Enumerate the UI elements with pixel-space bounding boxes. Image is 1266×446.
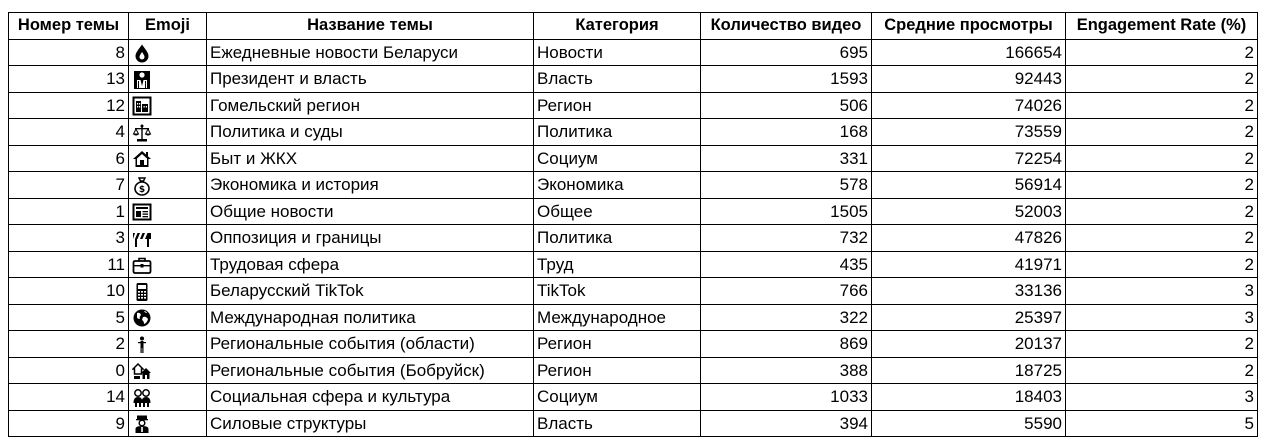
topics-table: [8, 12, 1258, 437]
topic-number-cell: 7: [9, 172, 129, 199]
engagement-rate-cell: 2: [1066, 172, 1258, 199]
emoji-cell: [129, 304, 207, 331]
header-topic-number: Номер темы: [9, 13, 129, 40]
table-row: [9, 278, 1258, 305]
globe-icon: [132, 308, 152, 328]
emoji-cell: [129, 251, 207, 278]
video-count-cell: 732: [701, 225, 872, 252]
svg-text:$: $: [138, 184, 146, 195]
category-cell: TikTok: [534, 278, 701, 305]
emoji-cell: [129, 331, 207, 358]
video-count-cell: 766: [701, 278, 872, 305]
avg-views-cell: 74026: [872, 92, 1066, 119]
category-cell: Международное: [534, 304, 701, 331]
people-icon: [132, 335, 152, 355]
topic-number-cell: 13: [9, 66, 129, 93]
emoji-cell: [129, 145, 207, 172]
header-row: [9, 13, 1258, 40]
person-suit-icon: [132, 70, 152, 90]
category-cell: Регион: [534, 92, 701, 119]
engagement-rate-cell: 2: [1066, 92, 1258, 119]
header-emoji: Emoji: [129, 13, 207, 40]
engagement-rate-cell: 2: [1066, 198, 1258, 225]
video-count-cell: 388: [701, 357, 872, 384]
header-topic-name: Название темы: [207, 13, 534, 40]
category-cell: Труд: [534, 251, 701, 278]
video-count-cell: 322: [701, 304, 872, 331]
city-icon: [132, 96, 152, 116]
emoji-cell: [129, 172, 207, 199]
category-cell: Власть: [534, 410, 701, 437]
topic-name-cell: Социальная сфера и культура: [207, 384, 534, 411]
table-row: [9, 172, 1258, 199]
topic-number-cell: 6: [9, 145, 129, 172]
topic-name-cell: Региональные события (области): [207, 331, 534, 358]
police-officer-icon: [132, 414, 152, 434]
emoji-cell: [129, 66, 207, 93]
engagement-rate-cell: 3: [1066, 278, 1258, 305]
table-row: [9, 384, 1258, 411]
topic-name-cell: Быт и ЖКХ: [207, 145, 534, 172]
topic-name-cell: Трудовая сфера: [207, 251, 534, 278]
droplet-icon: [132, 43, 152, 63]
category-cell: Политика: [534, 225, 701, 252]
houses-icon: [132, 361, 152, 381]
video-count-cell: 435: [701, 251, 872, 278]
header-video-count: Количество видео: [701, 13, 872, 40]
engagement-rate-cell: 2: [1066, 331, 1258, 358]
topic-name-cell: Региональные события (Бобруйск): [207, 357, 534, 384]
header-category: Категория: [534, 13, 701, 40]
video-count-cell: 331: [701, 145, 872, 172]
video-count-cell: 1593: [701, 66, 872, 93]
table-row: [9, 357, 1258, 384]
engagement-rate-cell: 2: [1066, 119, 1258, 146]
topic-name-cell: Международная политика: [207, 304, 534, 331]
table-row: [9, 225, 1258, 252]
category-cell: Политика: [534, 119, 701, 146]
barrier-icon: [132, 229, 152, 249]
topic-name-cell: Беларусский TikTok: [207, 278, 534, 305]
table-row: [9, 145, 1258, 172]
emoji-cell: [129, 119, 207, 146]
category-cell: Регион: [534, 357, 701, 384]
topic-name-cell: Общие новости: [207, 198, 534, 225]
table-row: [9, 331, 1258, 358]
topic-number-cell: 9: [9, 410, 129, 437]
topic-number-cell: 10: [9, 278, 129, 305]
emoji-cell: [129, 92, 207, 119]
avg-views-cell: 18725: [872, 357, 1066, 384]
category-cell: Социум: [534, 384, 701, 411]
topic-number-cell: 3: [9, 225, 129, 252]
table-row: [9, 251, 1258, 278]
topic-number-cell: 0: [9, 357, 129, 384]
engagement-rate-cell: 2: [1066, 251, 1258, 278]
avg-views-cell: 166654: [872, 39, 1066, 66]
scales-icon: [132, 123, 152, 143]
category-cell: Экономика: [534, 172, 701, 199]
briefcase-icon: [132, 255, 152, 275]
avg-views-cell: 41971: [872, 251, 1066, 278]
engagement-rate-cell: 2: [1066, 145, 1258, 172]
topic-name-cell: Экономика и история: [207, 172, 534, 199]
topic-name-cell: Силовые структуры: [207, 410, 534, 437]
avg-views-cell: 72254: [872, 145, 1066, 172]
emoji-cell: [129, 278, 207, 305]
emoji-cell: [129, 384, 207, 411]
avg-views-cell: 33136: [872, 278, 1066, 305]
category-cell: Власть: [534, 66, 701, 93]
topic-number-cell: 5: [9, 304, 129, 331]
emoji-cell: [129, 225, 207, 252]
video-count-cell: 506: [701, 92, 872, 119]
table-row: [9, 304, 1258, 331]
family-icon: [132, 388, 152, 408]
header-avg-views: Средние просмотры: [872, 13, 1066, 40]
engagement-rate-cell: 2: [1066, 225, 1258, 252]
engagement-rate-cell: 5: [1066, 410, 1258, 437]
table-row: [9, 410, 1258, 437]
video-count-cell: 168: [701, 119, 872, 146]
topic-number-cell: 8: [9, 39, 129, 66]
avg-views-cell: 73559: [872, 119, 1066, 146]
category-cell: Социум: [534, 145, 701, 172]
emoji-cell: [129, 39, 207, 66]
topic-name-cell: Президент и власть: [207, 66, 534, 93]
engagement-rate-cell: 2: [1066, 39, 1258, 66]
video-count-cell: 578: [701, 172, 872, 199]
avg-views-cell: 25397: [872, 304, 1066, 331]
video-count-cell: 1033: [701, 384, 872, 411]
topic-number-cell: 12: [9, 92, 129, 119]
emoji-cell: [129, 198, 207, 225]
avg-views-cell: 56914: [872, 172, 1066, 199]
engagement-rate-cell: 3: [1066, 384, 1258, 411]
avg-views-cell: 18403: [872, 384, 1066, 411]
avg-views-cell: 47826: [872, 225, 1066, 252]
header-engagement-rate: Engagement Rate (%): [1066, 13, 1258, 40]
engagement-rate-cell: 2: [1066, 357, 1258, 384]
topic-name-cell: Политика и суды: [207, 119, 534, 146]
topic-number-cell: 4: [9, 119, 129, 146]
table-row: [9, 66, 1258, 93]
money-bag-icon: [132, 176, 152, 196]
topic-number-cell: 11: [9, 251, 129, 278]
topic-name-cell: Оппозиция и границы: [207, 225, 534, 252]
table-row: [9, 92, 1258, 119]
topic-number-cell: 2: [9, 331, 129, 358]
newspaper-icon: [132, 202, 152, 222]
emoji-cell: [129, 357, 207, 384]
category-cell: Общее: [534, 198, 701, 225]
video-count-cell: 1505: [701, 198, 872, 225]
video-count-cell: 869: [701, 331, 872, 358]
avg-views-cell: 52003: [872, 198, 1066, 225]
table-row: [9, 198, 1258, 225]
category-cell: Новости: [534, 39, 701, 66]
category-cell: Регион: [534, 331, 701, 358]
phone-icon: [132, 282, 152, 302]
topic-number-cell: 1: [9, 198, 129, 225]
avg-views-cell: 5590: [872, 410, 1066, 437]
table-row: [9, 119, 1258, 146]
table-row: [9, 39, 1258, 66]
topic-name-cell: Ежедневные новости Беларуси: [207, 39, 534, 66]
video-count-cell: 394: [701, 410, 872, 437]
engagement-rate-cell: 3: [1066, 304, 1258, 331]
engagement-rate-cell: 2: [1066, 66, 1258, 93]
avg-views-cell: 20137: [872, 331, 1066, 358]
house-icon: [132, 149, 152, 169]
topic-number-cell: 14: [9, 384, 129, 411]
avg-views-cell: 92443: [872, 66, 1066, 93]
video-count-cell: 695: [701, 39, 872, 66]
topic-name-cell: Гомельский регион: [207, 92, 534, 119]
emoji-cell: [129, 410, 207, 437]
